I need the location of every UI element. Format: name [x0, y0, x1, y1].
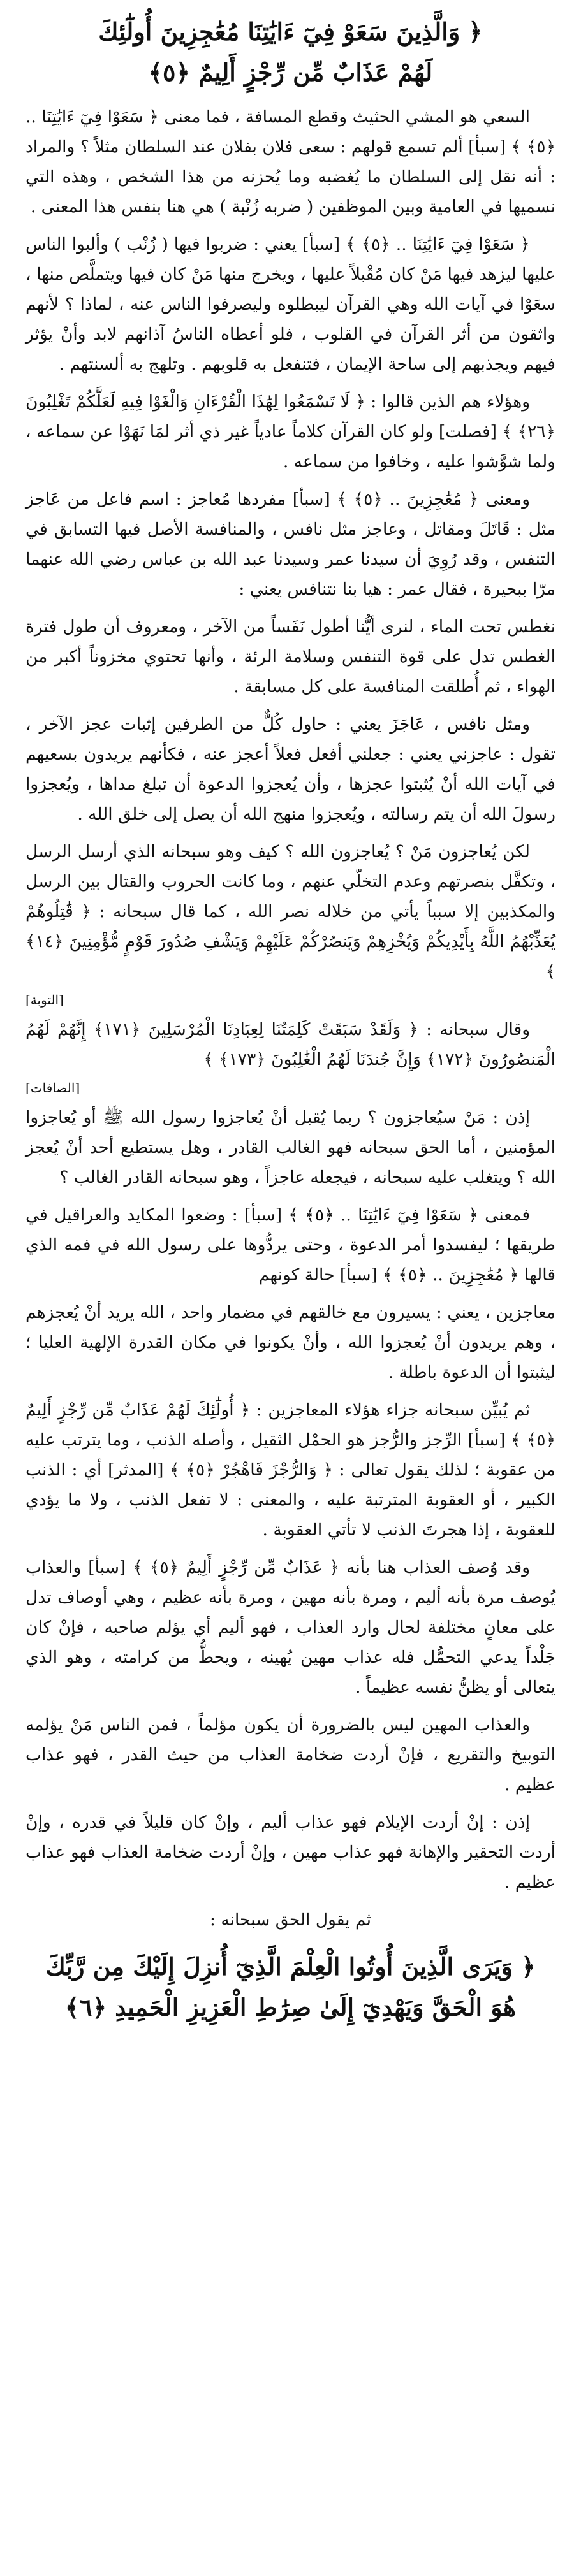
paragraph-13: وقد وُصف العذاب هنا بأنه ﴿ عَذَابٌ مِّن رِّجْزٍ أَلِيمٌ ﴿٥﴾ ﴾ [سبأ] والعذاب يُوصف مرة بأنه أليم ، ومرة بأنه مهين ، ومرة بأنه عظيم ، وهي أوصاف تدل على معانٍ مختلفة لحال وارد العذاب ، فهو أليم أي يؤلم صاحبه ، فإنْ كان جَلْداً يدعي التحمُّل فله عذاب مهين يُهينه ، ويحطُّ من كرامته ، وهو الذي يتعالى أو يظنُّ نفسه عظيماً . [26, 1558, 555, 1697]
paragraph-1: السعي هو المشي الحثيث وقطع المسافة ، فما معنى ﴿ سَعَوْا فِيٓ ءَايَٰتِنَا .. ﴿٥﴾ ﴾ [سبأ] ألم تسمع قولهم : سعى فلان بفلان عند السلطان مثلاً ؟ والمراد : أنه نقل إلى السلطان ما يُغضبه وما يُحزنه من هذا الشخص ، وهذه التي نسميها في العامية وبين الموظفين ( ضربه زُنْبة ) هي هنا بنفس هذا المعنى . [26, 107, 555, 217]
paragraph-9: إذن : مَنْ سيُعاجزون ؟ ربما يُقبل أنْ يُعاجزوا رسول الله ﷺ أو يُعاجزوا المؤمنين ، أما الحق سبحانه فهو الغالب القادر ، وهل يستطيع أحد أنْ يُعجز الله ؟ ويتغلب عليه سبحانه ، فيجعله عاجزاً ، وهو سبحانه القادر الغالب ؟ [26, 1108, 555, 1187]
paragraph-6: ومثل نافس ، عَاجَزَ يعني : حاول كُلٌّ من الطرفين إثبات عجز الآخر ، تقول : عاجزني يعني : جعلني أفعل فعلاً أعجز عنه ، فكأنهم يريدون بسعيهم في آيات الله أنْ يُثبتوا عجزها ، وأن يُعجزوا الدعوة أن تبلغ مداها ، ويُعجزوا رسولَ الله أن يتم رسالته ، ويُعجزوا منهج الله أن يصل إلى خلق الله . [26, 714, 555, 824]
paragraph-3: وهؤلاء هم الذين قالوا : ﴿ لَا تَسْمَعُوا لِهَٰذَا الْقُرْءَانِ وَالْغَوْا فِيهِ لَعَلَّكُمْ تَغْلِبُونَ ﴿٢٦﴾ ﴾ [فصلت] ولو كان القرآن كلاماً عادياً غير ذي أثر لمَا نَهَوْا عن سماعه ، ولما شوَّشوا عليه ، وخافوا من سماعه . [26, 392, 555, 472]
paragraph-11: معاجزين ، يعني : يسيرون مع خالقهم في مضمار واحد ، الله يريد أنْ يُعجزهم ، وهم يريدون أنْ يُعجزوا الله ، وأنْ يكونوا في مكان القدرة الإلهية العليا ؛ ليثبتوا أن الدعوة باطلة . [26, 1303, 555, 1382]
paragraph-5: نغطس تحت الماء ، لنرى أيُّنا أطول نَفَساً من الآخر ، ومعروف أن طول فترة الغطس تدل على قوة التنفس وسلامة الرئة ، وأنها تحتوي مخزوناً أكبر من الهواء ، ثم أُطلقت المنافسة على كل مسابقة . [26, 617, 555, 697]
paragraph-15: إذن : إنْ أردت الإيلام فهو عذاب أليم ، وإنْ كان قليلاً في قدره ، وإنْ أردت التحقير والإهانة فهو عذاب مهين ، وإنْ أردت ضخامة العذاب فهو عذاب عظيم . [26, 1813, 555, 1892]
paragraph-2: ﴿ سَعَوْا فِيٓ ءَايَٰتِنَا .. ﴿٥﴾ ﴾ [سبأ] يعني : ضربوا فيها ( زُنْب ) وألبوا الناس عليها ليزهد فيها مَنْ كان مُقْبلاً عليها ، ويخرج منها مَنْ كان فيها ويتملَّص منها ، سعَوْا في آيات الله وهي القرآن ليبطلوه وليصرفوا الناس عنه ، لماذا ؟ لأنهم واثقون من أثر القرآن في القلوب ، فلو أعطاه الناسُ آذانهم لابد وأنْ يؤثر فيهم ويجذبهم إلى ساحة الإيمان ، فتنفعل به قلوبهم . وتلهج به ألسنتهم . [26, 235, 555, 374]
citation-tawba: [التوبة] [26, 992, 64, 1008]
header-verse-line-1: ﴿ وَالَّذِينَ سَعَوْ فِيٓ ءَايَٰتِنَا مُعَٰجِزِينَ أُولَٰٓئِكَ [98, 17, 483, 46]
footer-verse [38, 1946, 543, 2028]
header-verse [38, 11, 543, 93]
paragraph-7: لكن يُعاجزون مَنْ ؟ يُعاجزون الله ؟ كيف وهو سبحانه الذي أرسل الرسل ، وتكفَّل بنصرتهم وعدم التخلّي عنهم ، وما كانت الحروب والقتال بين الرسل والمكذبين إلا سبباً يأتي من خلاله نصر الله ، كما قال سبحانه : ﴿ قَٰتِلُوهُمْ يُعَذِّبْهُمُ اللَّهُ بِأَيْدِيكُمْ وَيُخْزِهِمْ وَيَنصُرْكُمْ عَلَيْهِمْ وَيَشْفِ صُدُورَ قَوْمٍ مُّؤْمِنِينَ ﴿١٤﴾ ﴾ [26, 842, 555, 981]
paragraph-8: وقال سبحانه : ﴿ وَلَقَدْ سَبَقَتْ كَلِمَتُنَا لِعِبَادِنَا الْمُرْسَلِينَ ﴿١٧١﴾ إِنَّهُمْ لَهُمُ الْمَنصُورُونَ ﴿١٧٢﴾ وَإِنَّ جُندَنَا لَهُمُ الْغَٰلِبُونَ ﴿١٧٣﴾ ﴾ [26, 1020, 555, 1069]
header-verse-line-2: لَهُمْ عَذَابٌ مِّن رِّجْزٍ أَلِيمٌ ﴿٥﴾ [148, 58, 433, 87]
paragraph-10: فمعنى ﴿ سَعَوْا فِيٓ ءَايَٰتِنَا .. ﴿٥﴾ ﴾ [سبأ] : وضعوا المكايد والعراقيل في طريقها ؛ ليفسدوا أمر الدعوة ، وحتى يردُّوها على رسول الله في فمه الذي قالها ﴿ مُعَٰجِزِينَ .. ﴿٥﴾ ﴾ [سبأ] حالة كونهم [26, 1205, 555, 1285]
paragraph-12: ثم يُبيِّن سبحانه جزاء هؤلاء المعاجزين : ﴿ أُولَٰٓئِكَ لَهُمْ عَذَابٌ مِّن رِّجْزٍ أَلِيمٌ ﴿٥﴾ ﴾ [سبأ] الرِّجز والرُّجز هو الحمْل الثقيل ، وأصله الذنب ، وما يترتب عليه من عقوبة ؛ لذلك يقول تعالى : ﴿ وَالرُّجْزَ فَاهْجُرْ ﴿٥﴾ ﴾ [المدثر] أي : الذنب الكبير ، أو العقوبة المترتبة عليه ، والمعنى : لا تفعل الذنب ، ولا ما يؤدي للعقوبة ، إذا هجرتَ الذنب لا تأتي العقوبة . [26, 1400, 555, 1540]
paragraph-14: والعذاب المهين ليس بالضرورة أن يكون مؤلماً ، فمن الناس مَنْ يؤلمه التوبيخ والتقريع ، فإنْ أردت ضخامة العذاب من حيث القدر ، فهو عذاب عظيم . [26, 1715, 555, 1795]
footer-verse-line-2: هُوَ الْحَقَّ وَيَهْدِيٓ إِلَىٰ صِرَٰطِ الْعَزِيزِ الْحَمِيدِ ﴿٦﴾ [65, 1993, 516, 2022]
citation-saffat: [الصافات] [26, 1080, 80, 1096]
paragraph-4: ومعنى ﴿ مُعَٰجِزِينَ .. ﴿٥﴾ ﴾ [سبأ] مفردها مُعاجز : اسم فاعل من عَاجز مثل : قَاتَلَ ومقاتل ، وعاجز مثل نافس ، والمنافسة الأصل فيها التسابق في التنفس ، وقد رُوِيَ أن سيدنا عمر وسيدنا عبد الله بن عباس رضي الله عنهما مرّا ببحيرة ، فقال عمر : هيا بنا نتنافس يعني : [26, 489, 555, 599]
closing-line: ثم يقول الحق سبحانه : [210, 1910, 371, 1930]
footer-verse-line-1: ﴿ وَيَرَى الَّذِينَ أُوتُوا الْعِلْمَ الَّذِيٓ أُنزِلَ إِلَيْكَ مِن رَّبِّكَ [45, 1952, 536, 1981]
